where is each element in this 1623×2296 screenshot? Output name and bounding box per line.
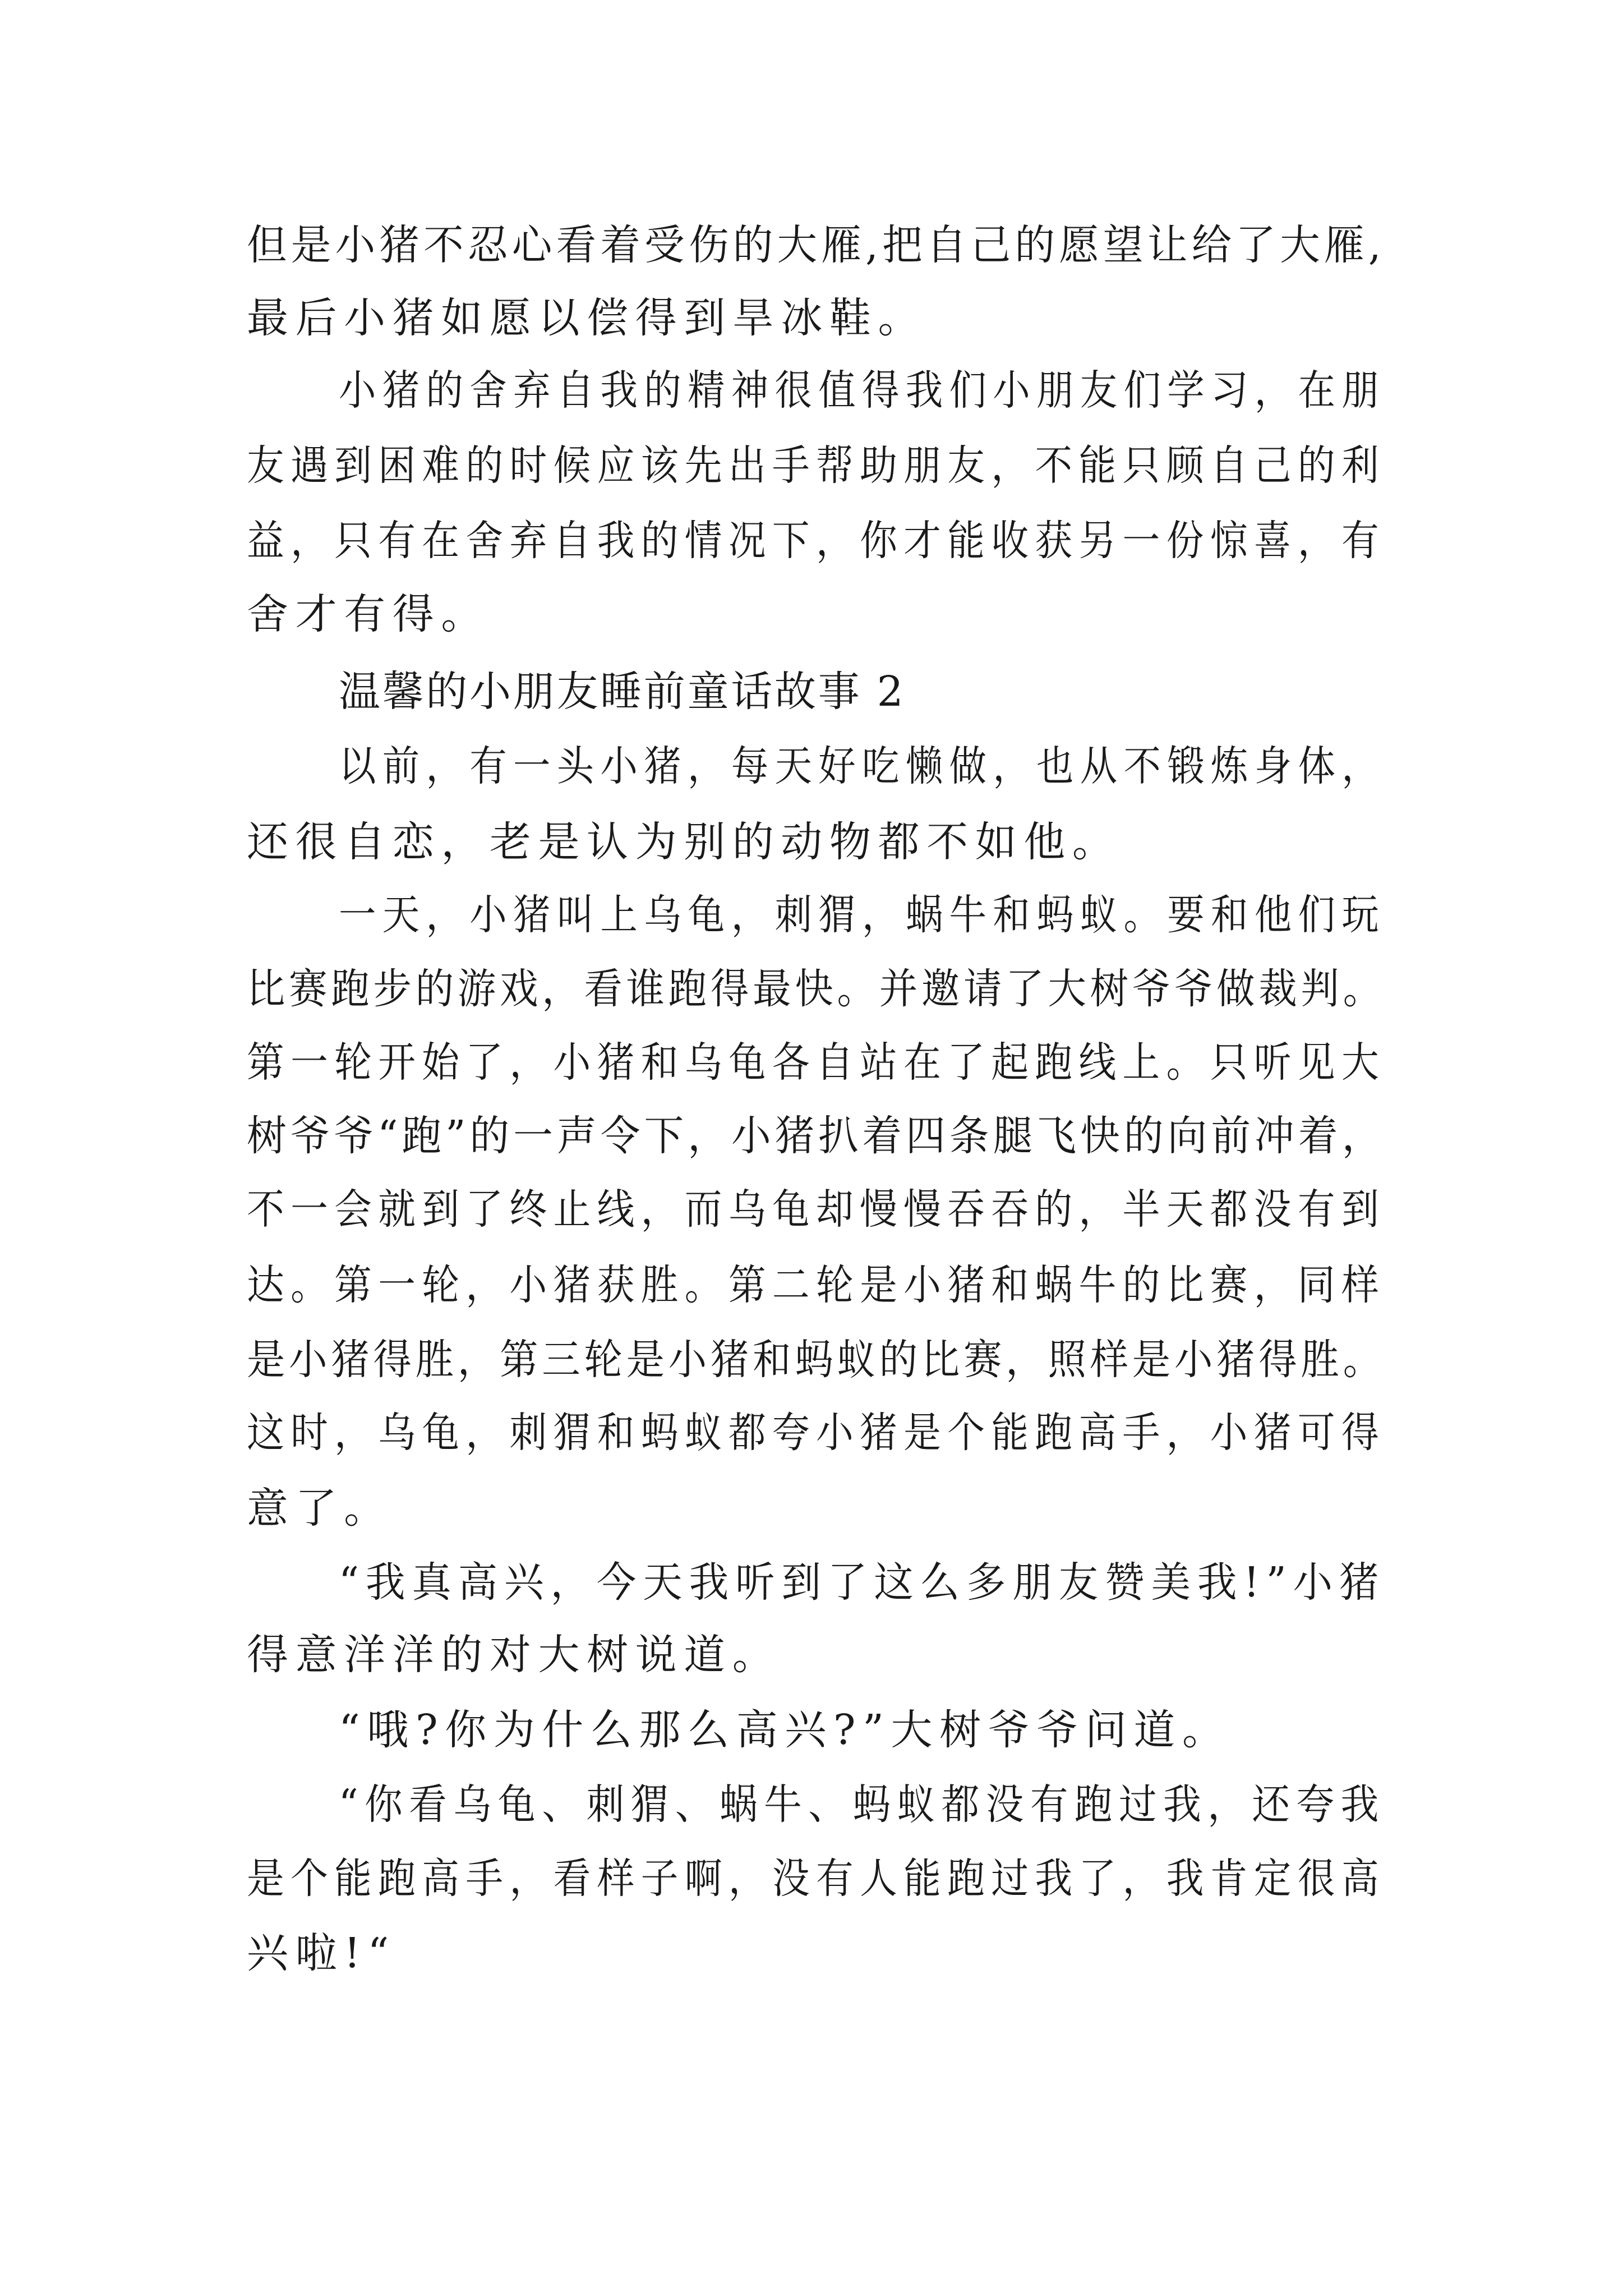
text-line: 最后小猪如愿以偿得到旱冰鞋。 (247, 294, 927, 342)
text-line: 还很自恋，老是认为别的动物都不如他。 (247, 818, 1121, 866)
text-line: 这时，乌龟，刺猬和蚂蚁都夸小猪是个能跑高手，小猪可得 (247, 1409, 1386, 1457)
text-line: “我真高兴，今天我听到了这么多朋友赞美我!”小猪 (339, 1558, 1386, 1607)
text-line: 树爷爷“跑”的一声令下，小猪扒着四条腿飞快的向前冲着， (247, 1112, 1386, 1160)
text-line: “哦?你为什么那么高兴?”大树爷爷问道。 (339, 1706, 1231, 1754)
text-line: 舍才有得。 (247, 590, 490, 638)
text-line: 兴啦!“ (247, 1929, 396, 1977)
text-line: 不一会就到了终止线，而乌龟却慢慢吞吞的，半天都没有到 (247, 1185, 1386, 1234)
text-line: 意了。 (247, 1484, 393, 1533)
text-line: 以前，有一头小猪，每天好吃懒做，也从不锻炼身体， (339, 742, 1385, 790)
text-line: 是个能跑高手，看样子啊，没有人能跑过我了，我肯定很高 (247, 1855, 1386, 1903)
text-line: 第一轮开始了，小猪和乌龟各自站在了起跑线上。只听见大 (247, 1038, 1386, 1087)
text-line: 小猪的舍弃自我的精神很值得我们小朋友们学习，在朋 (339, 366, 1385, 415)
text-line: 是小猪得胜，第三轮是小猪和蚂蚁的比赛，照样是小猪得胜。 (247, 1336, 1385, 1384)
section-heading: 温馨的小朋友睡前童话故事 2 (339, 668, 906, 716)
text-line: “你看乌龟、刺猬、蜗牛、蚂蚁都没有跑过我，还夸我 (339, 1780, 1385, 1829)
text-line: 得意洋洋的对大树说道。 (247, 1631, 781, 1679)
text-line: 友遇到困难的时候应该先出手帮助朋友，不能只顾自己的利 (247, 441, 1386, 490)
text-line: 但是小猪不忍心看着受伤的大雁,把自己的愿望让给了大雁, (247, 221, 1385, 269)
text-line: 比赛跑步的游戏，看谁跑得最快。并邀请了大树爷爷做裁判。 (247, 965, 1385, 1013)
text-line: 益，只有在舍弃自我的情况下，你才能收获另一份惊喜，有 (247, 517, 1386, 565)
text-line: 一天，小猪叫上乌龟，刺猬，蜗牛和蚂蚁。要和他们玩 (339, 891, 1385, 939)
text-line: 达。第一轮，小猪获胜。第二轮是小猪和蜗牛的比赛，同样 (247, 1261, 1386, 1309)
